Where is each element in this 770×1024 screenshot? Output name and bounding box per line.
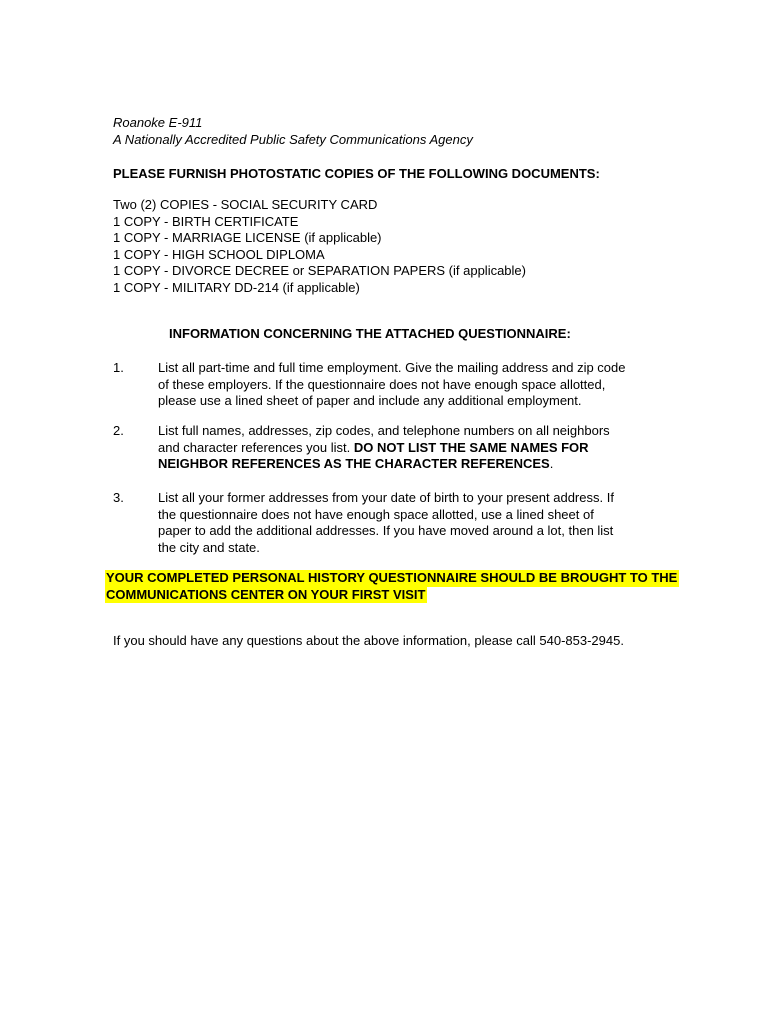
instruction-text — [158, 423, 673, 473]
questionnaire-heading: INFORMATION CONCERNING THE ATTACHED QUESTIONNAIRE: — [169, 326, 571, 341]
document-item: 1 COPY - MILITARY DD-214 (if applicable) — [113, 279, 360, 295]
document-item: 1 COPY - BIRTH CERTIFICATE — [113, 213, 299, 229]
instruction-line — [158, 440, 673, 457]
contact-note: If you should have any questions about the above information, please call 540-853-2945. — [113, 633, 624, 648]
instruction-line: List full names, addresses, zip codes, and telephone numbers on all neighbors — [158, 423, 610, 438]
instruction-line — [158, 456, 673, 473]
organization-name: Roanoke E-911 — [113, 115, 203, 130]
instruction-text — [158, 360, 673, 410]
instruction-number: 3. — [113, 490, 124, 505]
instruction-line: please use a lined sheet of paper and include any additional employment. — [158, 393, 582, 408]
organization-tagline: A Nationally Accredited Public Safety Communications Agency — [113, 131, 473, 147]
notice-line: YOUR COMPLETED PERSONAL HISTORY QUESTIONNAIRE SHOULD BE BROUGHT TO THE — [106, 570, 678, 585]
instruction-number: 1. — [113, 360, 124, 375]
instruction-line: of these employers. If the questionnaire does not have enough space allotted, — [158, 376, 606, 392]
highlighted-notice — [105, 570, 679, 603]
instruction-warning: NEIGHBOR REFERENCES AS THE CHARACTER REFERENCES — [158, 456, 550, 471]
documents-heading: PLEASE FURNISH PHOTOSTATIC COPIES OF THE FOLLOWING DOCUMENTS: — [113, 166, 600, 181]
instruction-line: List all part-time and full time employment. Give the mailing address and zip code — [158, 360, 626, 375]
document-item: 1 COPY - DIVORCE DECREE or SEPARATION PAPERS (if applicable) — [113, 263, 526, 278]
document-item: 1 COPY - MARRIAGE LICENSE (if applicable) — [113, 230, 382, 245]
letterhead — [113, 115, 473, 148]
instruction-line: List all your former addresses from your date of birth to your present address. If — [158, 490, 614, 505]
instruction-warning: DO NOT LIST THE SAME NAMES FOR — [353, 439, 589, 455]
instruction-segment: . — [549, 456, 554, 471]
required-documents-list — [113, 197, 526, 296]
instruction-number: 2. — [113, 423, 124, 438]
instruction-text — [158, 490, 673, 556]
instruction-segment: and character references you list. — [158, 439, 354, 455]
instruction-line: paper to add the additional addresses. If you have moved around a lot, then list — [158, 523, 614, 538]
notice-line: COMMUNICATIONS CENTER ON YOUR FIRST VISIT — [106, 586, 426, 602]
instruction-line: the questionnaire does not have enough space allotted, use a lined sheet of — [158, 506, 594, 522]
document-item: Two (2) COPIES - SOCIAL SECURITY CARD — [113, 197, 378, 212]
instruction-line: the city and state. — [158, 539, 260, 555]
document-item: 1 COPY - HIGH SCHOOL DIPLOMA — [113, 246, 325, 262]
